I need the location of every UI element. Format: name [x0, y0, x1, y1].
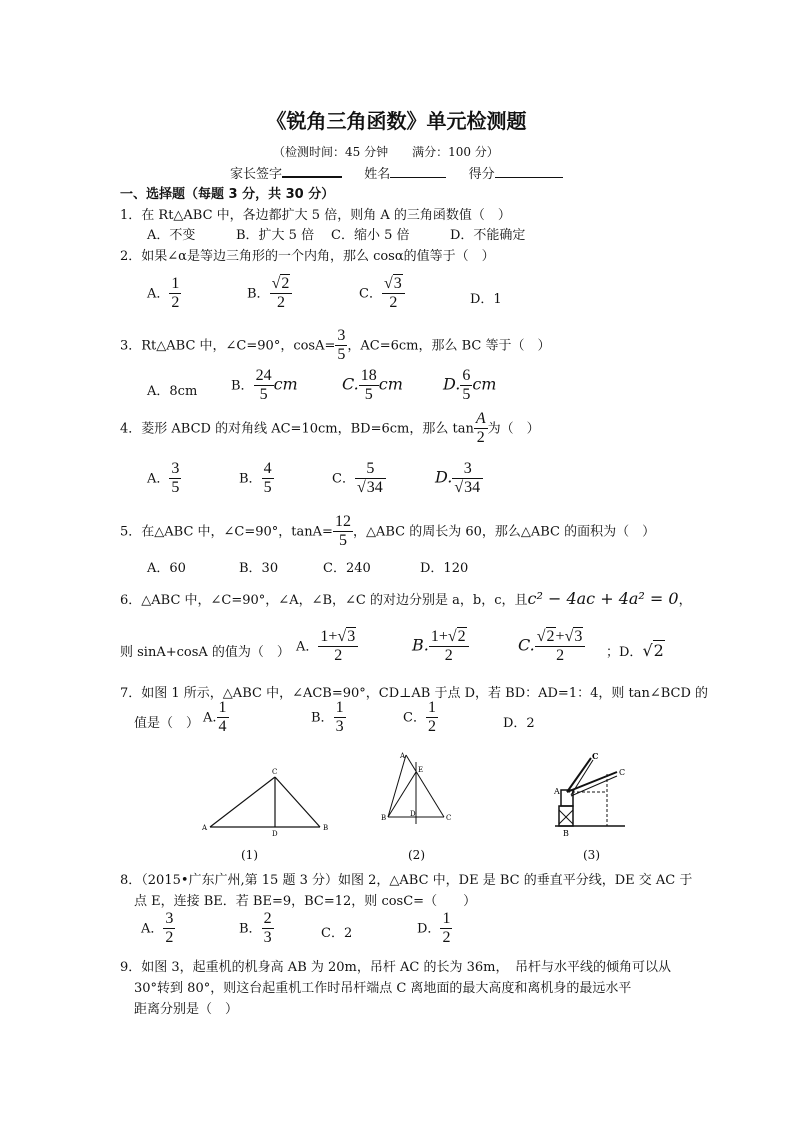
q5-option-c[interactable]: C．240 — [323, 561, 371, 576]
figure-3-crane — [545, 750, 635, 840]
exam-info: （检测时间：45 分钟 满分：100 分） — [273, 145, 499, 159]
q8-option-c[interactable]: C．2 — [321, 926, 353, 941]
q9-line2: 30°转到 80°，则这台起重机工作时吊杆端点 C 离地面的最大高度和离机身的最远水平 — [134, 981, 632, 996]
q5-stem: 5．在△ABC 中，∠C=90°，tanA= $\frac{12}{5}$ ，△ABC 的周长为 60，那么△ABC 的面积为（ ） — [120, 513, 656, 550]
q1-option-a[interactable]: A．不变 — [147, 228, 196, 243]
q3-option-b[interactable]: B． $\frac{24}{5}$ cm — [231, 367, 298, 404]
name-label: 姓名 — [364, 167, 391, 182]
name-blank[interactable] — [390, 165, 446, 178]
q8-line1: 8．（2015•广东广州,第 15 题 3 分）如图 2，△ABC 中，DE 是 BC 的垂直平分线，DE 交 AC 于 — [120, 873, 693, 888]
q4-stem: 4．菱形 ABCD 的对角线 AC=10cm，BD=6cm，那么 tan $\frac{A}{2}$ 为（ ） — [120, 410, 540, 447]
q3-option-c[interactable]: C. $\frac{18}{5}$ cm — [342, 367, 403, 404]
q8-option-a[interactable]: A． $\frac{3}{2}$ — [141, 910, 174, 947]
q9-line3: 距离分别是（ ） — [134, 1002, 239, 1017]
q2-option-c[interactable]: C． $\frac{√3}{2}$ — [359, 275, 405, 313]
q7-option-d[interactable]: D．2 — [503, 716, 535, 731]
q8-option-b[interactable]: B． $\frac{2}{3}$ — [239, 910, 272, 947]
q3-option-d[interactable]: D. $\frac{6}{5}$ cm — [443, 367, 497, 404]
q7-stem: 7．如图 1 所示，△ABC 中，∠ACB=90°，CD⊥AB 于点 D，若 BD：AD=1：4，则 tan∠BCD 的 — [120, 686, 709, 701]
q4-option-c[interactable]: C． $\frac{5}{√34}$ — [332, 460, 386, 498]
f1-label-d: D — [272, 830, 278, 837]
figure-1-triangle — [200, 765, 330, 837]
figure-2-triangle — [378, 750, 458, 830]
q6-stem: 6．△ABC 中，∠C=90°，∠A，∠B，∠C 的对边分别是 a，b，c，且c² − 4ac + 4a² = 0， — [120, 589, 692, 608]
q7-option-b[interactable]: B． $\frac{1}{3}$ — [311, 699, 344, 736]
section-heading: 一、选择题（每题 3 分，共 30 分） — [120, 187, 335, 202]
q2-option-d[interactable]: D．1 — [470, 292, 502, 307]
q6-option-b[interactable]: B. $\frac{1+√2}{2}$ — [412, 628, 469, 666]
q4-option-b[interactable]: B． $\frac{4}{5}$ — [239, 460, 272, 497]
f3-label-c: C — [619, 768, 626, 777]
f1-label-b: B — [323, 824, 329, 832]
figure-3-caption: (3) — [583, 848, 600, 862]
q8-line2: 点 E，连接 BE．若 BE=9，BC=12，则 cosC=（ ） — [134, 894, 477, 909]
q4-option-d[interactable]: D. $\frac{3}{√34}$ — [435, 460, 483, 498]
f3-label-a: A — [554, 787, 560, 796]
q1-stem: 1．在 Rt△ABC 中，各边都扩大 5 倍，则角 A 的三角函数值（ ） — [120, 208, 511, 223]
q1-option-b[interactable]: B．扩大 5 倍 — [236, 228, 315, 243]
q1-option-d[interactable]: D．不能确定 — [450, 228, 526, 243]
q4-option-a[interactable]: A． $\frac{3}{5}$ — [147, 460, 180, 497]
q5-option-a[interactable]: A．60 — [147, 561, 186, 576]
q1-option-c[interactable]: C．缩小 5 倍 — [331, 228, 410, 243]
q6-option-a[interactable]: A． $\frac{1+√3}{2}$ — [296, 628, 358, 666]
parent-sign-blank[interactable] — [282, 164, 342, 178]
f2-label-b: B — [381, 814, 387, 822]
score-label: 得分 — [468, 167, 495, 182]
score-blank[interactable] — [495, 165, 563, 178]
f1-label-c: C — [272, 768, 278, 776]
f2-label-c: C — [446, 814, 452, 822]
q7-option-c[interactable]: C． $\frac{1}{2}$ — [403, 699, 436, 736]
q2-option-a[interactable]: A． $\frac{1}{2}$ — [147, 275, 180, 312]
q2-option-b[interactable]: B． $\frac{√2}{2}$ — [247, 275, 292, 313]
q3-stem: 3．Rt△ABC 中，∠C=90°，cosA= $\frac{3}{5}$ ，AC=6cm，那么 BC 等于（ ） — [120, 327, 551, 364]
q2-stem: 2．如果∠α是等边三角形的一个内角，那么 cosα的值等于（ ） — [120, 249, 495, 264]
q5-option-b[interactable]: B．30 — [239, 561, 279, 576]
f2-label-d: D — [410, 810, 416, 818]
figure-1-caption: (1) — [241, 848, 258, 862]
q5-option-d[interactable]: D．120 — [420, 561, 469, 576]
f2-label-e: E — [418, 766, 424, 774]
f3-label-c-top: C — [592, 751, 599, 761]
f3-label-b: B — [563, 829, 569, 838]
q7-line2: 值是（ ） — [134, 716, 200, 731]
figure-2-caption: (2) — [408, 848, 425, 862]
q6-option-d[interactable]: ；D．√2 — [606, 641, 664, 660]
q6-option-c[interactable]: C. $\frac{√2+√3}{2}$ — [518, 628, 585, 666]
q9-line1: 9．如图 3，起重机的机身高 AB 为 20m，吊杆 AC 的长为 36m， 吊杆与水平线的倾角可以从 — [120, 960, 671, 975]
q6-line2: 则 sinA+cosA 的值为（ ） — [120, 645, 290, 660]
signature-line — [230, 163, 563, 182]
f1-label-a: A — [202, 824, 208, 832]
q8-option-d[interactable]: D． $\frac{1}{2}$ — [417, 910, 451, 947]
f2-label-a: A — [400, 752, 406, 760]
parent-sign-label: 家长签字 — [230, 167, 283, 182]
q3-option-a[interactable]: A．8cm — [147, 384, 198, 399]
page-title: 《锐角三角函数》单元检测题 — [266, 109, 527, 133]
q7-option-a[interactable]: A. $\frac{1}{4}$ — [203, 699, 227, 736]
